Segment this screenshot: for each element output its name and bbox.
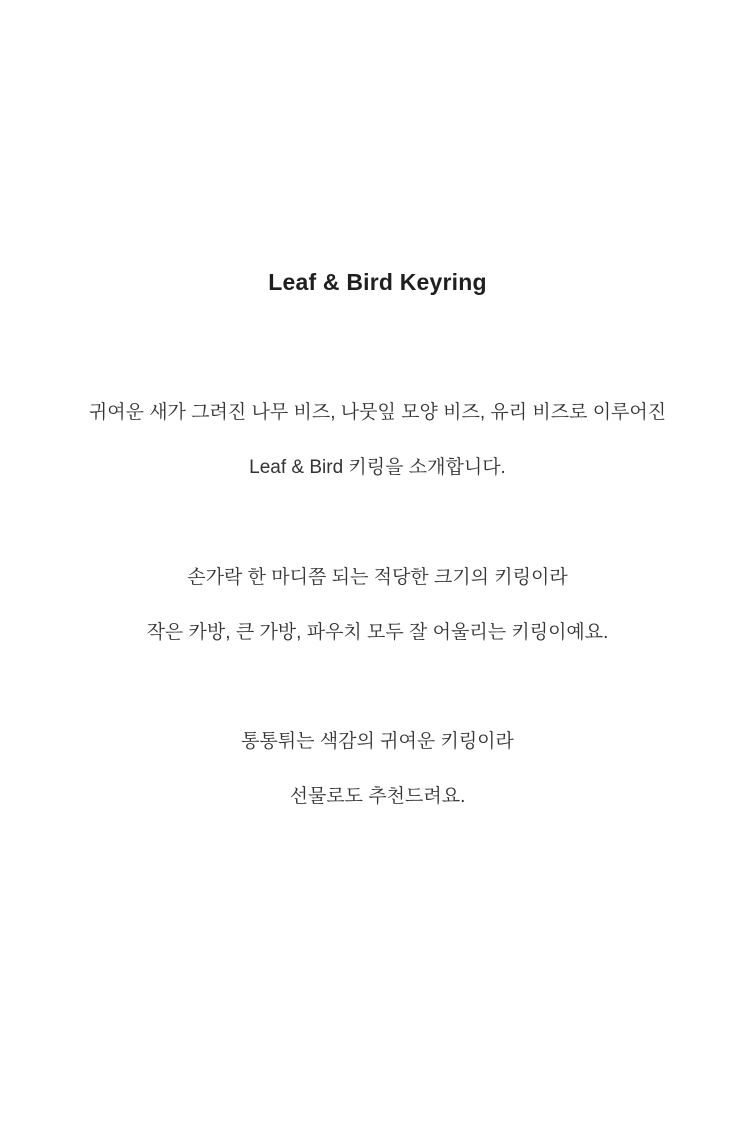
size-paragraph-line-1: 손가락 한 마디쯤 되는 적당한 크기의 키링이라: [187, 567, 568, 588]
intro-paragraph-line-1: 귀여운 새가 그려진 나무 비즈, 나뭇잎 모양 비즈, 유리 비즈로 이루어진: [88, 402, 667, 423]
size-paragraph: [0, 550, 755, 660]
product-title: Leaf & Bird Keyring: [268, 269, 487, 295]
gift-paragraph-line-1: 통통튀는 색감의 귀여운 키링이라: [241, 731, 514, 752]
intro-paragraph-line-2: Leaf & Bird 키링을 소개합니다.: [249, 457, 506, 478]
size-paragraph-line-2: 작은 카방, 큰 가방, 파우치 모두 잘 어울리는 키링이예요.: [146, 622, 609, 643]
intro-paragraph: [0, 385, 755, 495]
gift-paragraph: [0, 714, 755, 824]
gift-paragraph-line-2: 선물로도 추천드려요.: [289, 786, 466, 807]
